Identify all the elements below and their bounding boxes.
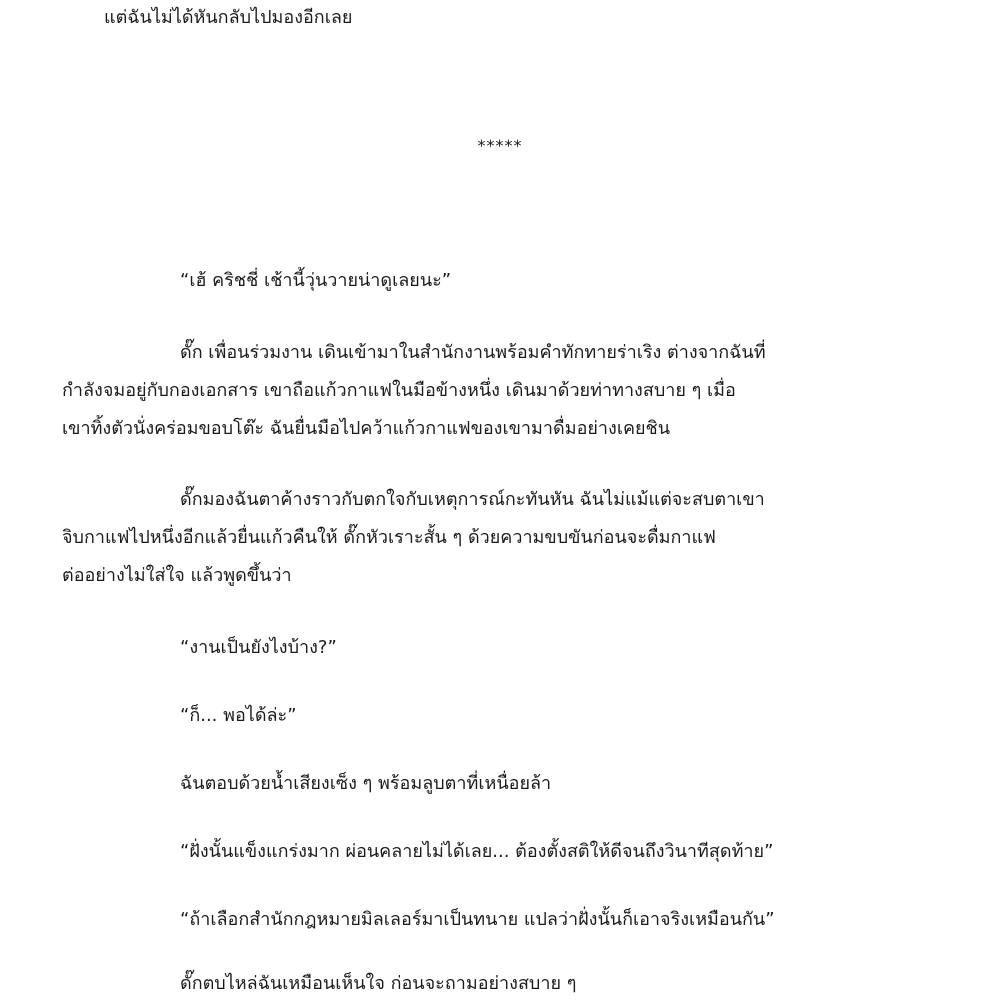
paragraph-line: เขาทิ้งตัวนั่งคร่อมขอบโต๊ะ ฉันยื่นมือไปคว้าแก้วกาแฟของเขามาดื่มอย่างเคยชิน <box>62 418 671 439</box>
paragraph-line: จิบกาแฟไปหนึ่งอีกแล้วยื่นแก้วคืนให้ ดั๊กหัวเราะสั้น ๆ ด้วยความขบขันก่อนจะดื่มกาแฟ <box>62 527 716 548</box>
dialogue-line: “งานเป็นยังไงบ้าง?” <box>180 637 337 658</box>
dialogue-line: “ถ้าเลือกสำนักกฎหมายมิลเลอร์มาเป็นทนาย แปลว่าฝั่งนั้นก็เอาจริงเหมือนกัน” <box>180 909 775 930</box>
paragraph-line: ฉันตอบด้วยน้ำเสียงเซ็ง ๆ พร้อมลูบตาที่เหนื่อยล้า <box>180 773 552 794</box>
paragraph-line: ดั๊ก เพื่อนร่วมงาน เดินเข้ามาในสำนักงานพร้อมคำทักทายร่าเริง ต่างจากฉันที่ <box>180 342 766 363</box>
paragraph-line: กำลังจมอยู่กับกองเอกสาร เขาถือแก้วกาแฟในมือข้างหนึ่ง เดินมาด้วยท่าทางสบาย ๆ เมื่อ <box>62 380 736 401</box>
dialogue-line: “ฝั่งนั้นแข็งแกร่งมาก ผ่อนคลายไม่ได้เลย... ต้องตั้งสติให้ดีจนถึงวินาทีสุดท้าย” <box>180 841 774 862</box>
dialogue-line: “ก็... พอได้ล่ะ” <box>180 705 297 726</box>
dialogue-line: “เฮ้ คริชชี่ เช้านี้วุ่นวายน่าดูเลยนะ” <box>180 270 452 291</box>
scene-break: ***** <box>477 136 523 155</box>
opening-line: แต่ฉันไม่ได้หันกลับไปมองอีกเลย <box>104 7 353 28</box>
paragraph-line: ต่ออย่างไม่ใส่ใจ แล้วพูดขึ้นว่า <box>62 565 292 586</box>
paragraph-line: ดั๊กมองฉันตาค้างราวกับตกใจกับเหตุการณ์กะทันหัน ฉันไม่แม้แต่จะสบตาเขา <box>180 489 765 510</box>
paragraph-line: ดั๊กตบไหล่ฉันเหมือนเห็นใจ ก่อนจะถามอย่างสบาย ๆ <box>180 973 577 994</box>
